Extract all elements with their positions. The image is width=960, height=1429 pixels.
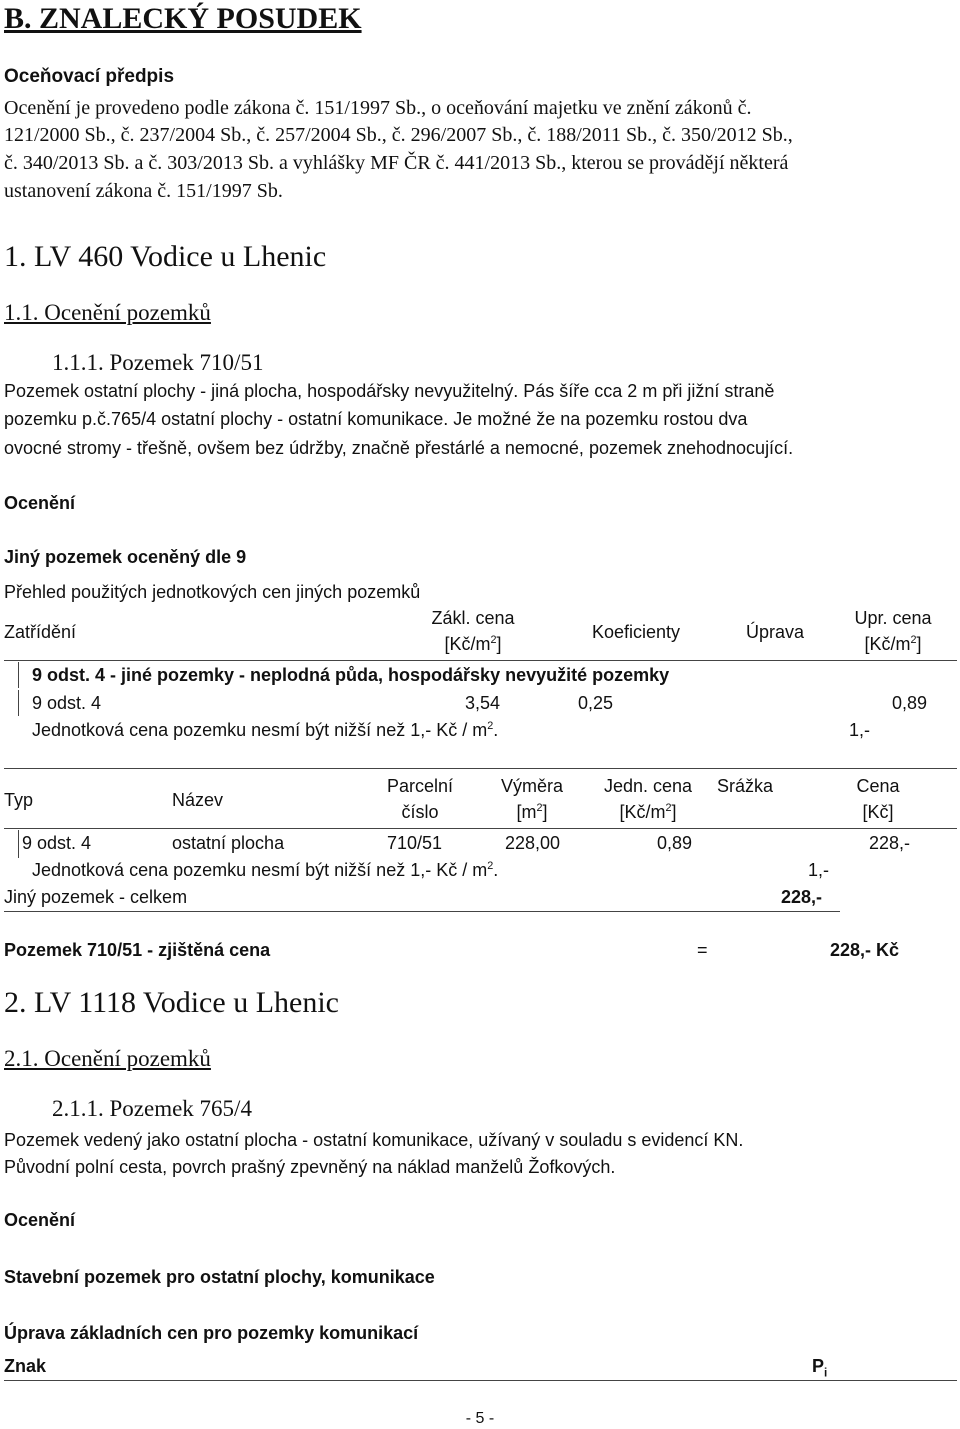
- table-row-name: ostatní plocha: [172, 833, 285, 853]
- parcel-title: 2.1.1. Pozemek 765/4: [52, 1096, 252, 1121]
- valuation-heading: Ocenění: [4, 493, 76, 513]
- col-parcel: Parcelní: [386, 776, 454, 796]
- col-classification: Zatřídění: [4, 622, 77, 642]
- result-equals: =: [697, 940, 708, 960]
- col-base-price: Zákl. cena: [431, 608, 515, 628]
- table-row-coefficient: 0,25: [578, 693, 614, 713]
- table-row-price: 228,-: [868, 833, 910, 853]
- parcel-description-line: Původní polní cesta, povrch prašný zpevněný na náklad manželů Žofkových.: [4, 1157, 616, 1177]
- table-group-mark: [18, 662, 19, 688]
- price-adjustment-heading: Úprava základních cen pro pozemky komunikací: [4, 1323, 419, 1343]
- table-row-unit-price: 0,89: [656, 833, 692, 853]
- parcel-description-line: Pozemek ostatní plochy - jiná plocha, hospodářsky nevyužitelný. Pás šíře cca 2 m při jižní straně: [4, 381, 775, 401]
- table-header-rule: [4, 828, 957, 829]
- table-top-rule: [4, 768, 957, 769]
- col-area-unit: $[m^2]$: [516, 802, 548, 822]
- table-row-base-price: 3,54: [464, 693, 500, 713]
- section-title: 2. LV 1118 Vodice u Lhenic: [4, 986, 339, 1019]
- col-unit-price-unit: $[Kč/m^2]$: [619, 802, 677, 822]
- valuation-heading: Ocenění: [4, 1210, 76, 1230]
- col-adjusted-price: Upr. cena: [854, 608, 932, 628]
- table-row-area: 228,00: [505, 833, 561, 853]
- table-row-mark: [18, 690, 19, 716]
- total-rule: [4, 911, 840, 912]
- minimum-price-value: 1,-: [849, 720, 871, 740]
- section-title: 1. LV 460 Vodice u Lhenic: [4, 240, 327, 273]
- total-value: 228,-: [781, 887, 823, 907]
- col-type: Typ: [4, 790, 34, 810]
- table-group-label: 9 odst. 4 - jiné pozemky - neplodná půda, hospodářsky nevyužité pozemky: [32, 665, 670, 685]
- regulation-line: ustanovení zákona č. 151/1997 Sb.: [4, 180, 283, 202]
- pricing-regulation-heading: Oceňovací předpis: [4, 66, 175, 87]
- table-row-label: 9 odst. 4: [32, 693, 102, 713]
- building-land-heading: Stavební pozemek pro ostatní plochy, komunikace: [4, 1267, 435, 1287]
- col-parcel-number: číslo: [401, 802, 439, 822]
- parcel-description-line: pozemku p.č.765/4 ostatní plochy - ostatní komunikace. Je možné že na pozemku rostou dva: [4, 409, 748, 429]
- minimum-price-note: Jednotková cena pozemku nesmí být nižší než 1,- Kč / $m^2$.: [32, 860, 499, 880]
- subsection-title: 1.1. Ocenění pozemků: [4, 300, 211, 325]
- col-area: Výměra: [500, 776, 563, 796]
- subsection-title: 2.1. Ocenění pozemků: [4, 1046, 211, 1071]
- table-row-type: 9 odst. 4: [22, 833, 92, 853]
- minimum-price-value: 1,-: [808, 860, 830, 880]
- table-row-parcel: 710/51: [387, 833, 443, 853]
- page-number: - 5 -: [465, 1410, 495, 1427]
- table-header-rule: [4, 1380, 957, 1381]
- table-header-rule: [4, 660, 957, 661]
- table-row-mark: [18, 830, 19, 858]
- parcel-description-line: Pozemek vedený jako ostatní plocha - ostatní komunikace, užívaný v souladu s evidencí KN.: [4, 1130, 744, 1150]
- minimum-price-note: Jednotková cena pozemku nesmí být nižší než 1,- Kč / $m^2$.: [32, 720, 499, 740]
- regulation-line: Ocenění je provedeno podle zákona č. 151/1997 Sb., o oceňování majetku ve znění zákonů č.: [4, 97, 752, 119]
- col-deduction: Srážka: [717, 776, 774, 796]
- unit-prices-overview: Přehled použitých jednotkových cen jiných pozemků: [4, 582, 421, 602]
- col-sign: Znak: [4, 1356, 47, 1376]
- other-land-heading: Jiný pozemek oceněný dle 9: [4, 547, 247, 567]
- regulation-line: č. 340/2013 Sb. a č. 303/2013 Sb. a vyhlášky MF ČR č. 441/2013 Sb., kterou se provádějí některá: [4, 152, 789, 174]
- col-price-unit: [Kč]: [862, 802, 894, 822]
- result-value: 228,- Kč: [830, 940, 900, 960]
- col-pi: $P_i$: [812, 1356, 828, 1380]
- col-adjustment: Úprava: [746, 622, 805, 642]
- parcel-title: 1.1.1. Pozemek 710/51: [52, 350, 264, 375]
- col-price: Cena: [856, 776, 900, 796]
- col-base-price-unit: $[Kč/m^2]$: [444, 634, 502, 654]
- col-adjusted-price-unit: $[Kč/m^2]$: [864, 634, 922, 654]
- document-title: B. ZNALECKÝ POSUDEK: [4, 2, 362, 35]
- result-label: Pozemek 710/51 - zjištěná cena: [4, 940, 271, 960]
- total-label: Jiný pozemek - celkem: [4, 887, 188, 907]
- col-unit-price: Jedn. cena: [603, 776, 693, 796]
- regulation-line: 121/2000 Sb., č. 237/2004 Sb., č. 257/2004 Sb., č. 296/2007 Sb., č. 188/2011 Sb., č. 350/2012 Sb.,: [4, 124, 793, 146]
- col-name: Název: [172, 790, 224, 810]
- col-coefficients: Koeficienty: [592, 622, 681, 642]
- table-row-adjusted-price: 0,89: [891, 693, 927, 713]
- parcel-description-line: ovocné stromy - třešně, ovšem bez údržby, značně přestárlé a nemocné, pozemek znehodnocující.: [4, 438, 794, 458]
